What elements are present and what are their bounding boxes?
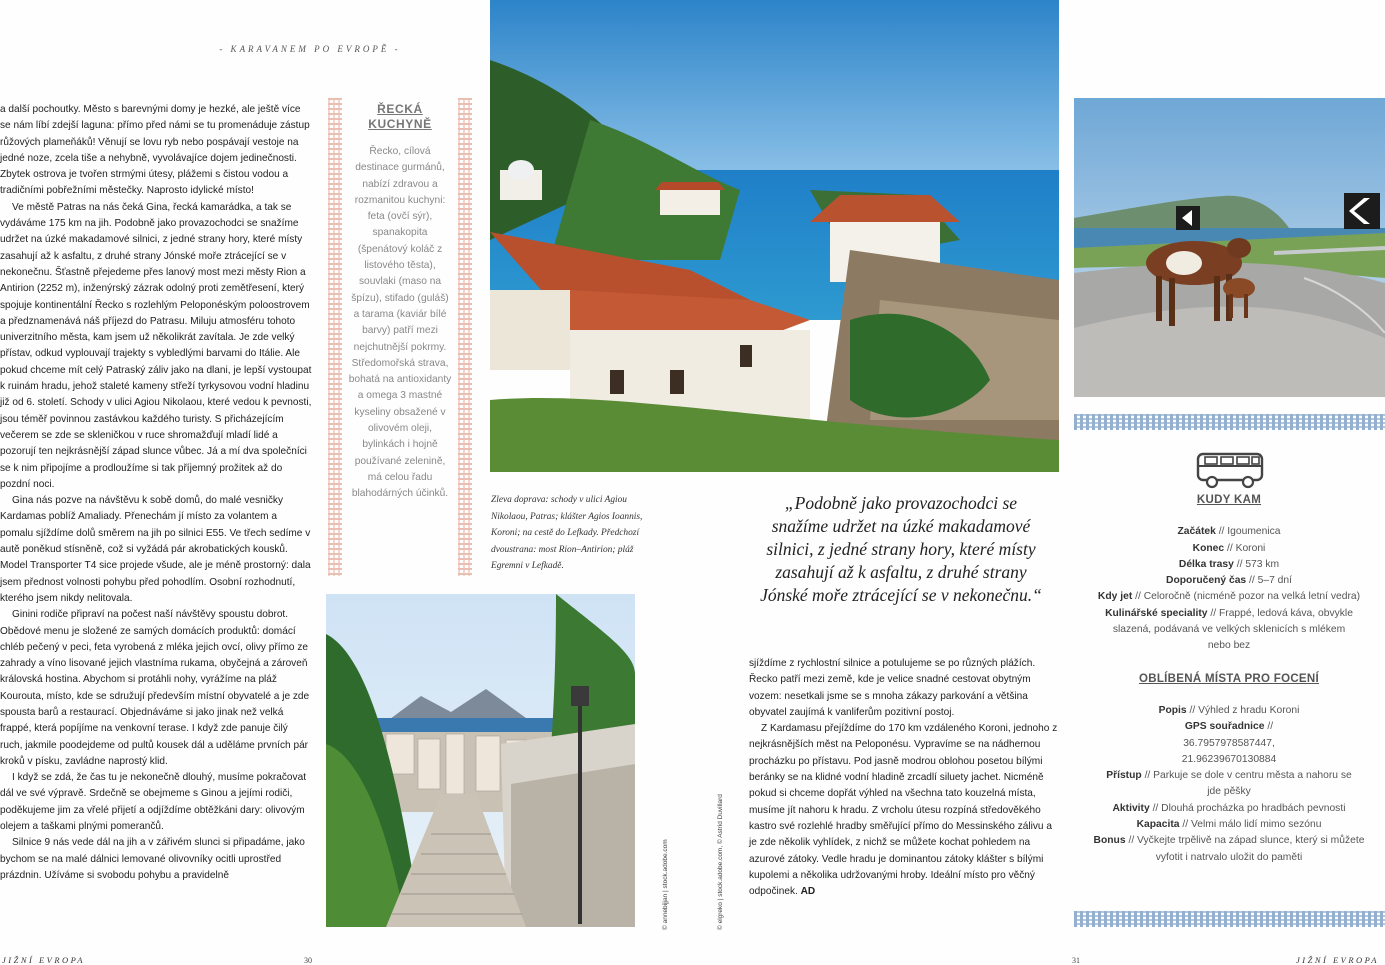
photo-spot-item: Popis // Výhled z hradu Koroni — [1158, 704, 1300, 716]
wave-ornament-top — [1074, 414, 1385, 430]
wave-ornament-bottom — [1074, 911, 1385, 927]
photo-spot-value: 36.7957978587447, 21.96239670130884 — [1181, 737, 1277, 765]
pull-quote: „Podobně jako provazochodci se snažíme udržet na úzké makadamové silnici, z jedné strany hory, které místy zasahují až k asfaltu, z druhé strany Jónské moře ztrácející se v nekonečnu.“ — [760, 493, 1042, 605]
route-info — [1080, 492, 1378, 866]
paragraph: Gina nás pozve na návštěvu k sobě domů, do malé vesničky Kardamas poblíž Amaliady. Přenechám jí místo za volantem a pomalu sjíždíme dolů směrem na jih po silnici E55. Ve třech sedíme v autě poněkud stísněně, což si vyžádá pár akrobatických kousků. Model Transporter T4 sice projede všude, ale je méně prostorný: dala jsem přednost volnosti pohybu před pohodlím. Osobní rozhodnutí, kterého jsem nikdy nelitovala. — [0, 495, 311, 604]
route-item-value: Igoumenica — [1227, 526, 1281, 538]
photo-spot-value: Vyčkejte trpělivě na západ slunce, který si můžete vyfotit i natrvalo uložit do paměti — [1137, 835, 1365, 863]
paragraph — [749, 721, 1061, 900]
van-icon — [1196, 450, 1264, 490]
route-item-value: Frappé, ledová káva, obvykle slazená, podávaná ve velkých sklenicích s mlékem nebo bez — [1112, 607, 1353, 652]
photo-monastery — [490, 0, 1059, 472]
photo-spot-label: Aktivity — [1112, 802, 1150, 814]
paragraph: I když se zdá, že čas tu je nekonečně dlouhý, musíme pokračovat dál ve své výpravě. Srdečně se obejmeme s Ginou a jejími rodiči, poděkujeme jim za vřelé přijetí a odjíždíme obtěžkáni dary: olivovým olejem a taškami plnými pomerančů. — [0, 772, 306, 833]
photo-spot-value: Parkuje se dole v centru města a nahoru se jde pěšky — [1153, 770, 1352, 798]
route-item: Začátek // Igoumenica — [1177, 526, 1281, 538]
sidebar-title-line1: ŘECKÁ — [377, 102, 423, 116]
photo-spot-label: Kapacita — [1136, 819, 1180, 831]
left-body-column — [0, 102, 312, 884]
sidebar-title-line2: KUCHYNĚ — [368, 117, 432, 131]
paragraph: Silnice 9 nás vede dál na jih a v zářivém slunci si připadáme, jako bychom se na malé dálnici lemované olivovníky ocitli uprostřed prázdnin. Užíváme si svobodu pohybu a pravidelně — [0, 837, 305, 881]
photo-spot-label: Přístup — [1106, 770, 1142, 782]
paragraph: sjíždíme z rychlostní silnice a potulujeme se po různých plážích. Řecko patří mezi země, kde je velice snadné cestovat obytným vozem: nesetkali jsme se s mnoha zákazy parkování a většina obyvatel zaujímá k vanliferům pozitivní postoj. — [749, 658, 1036, 718]
route-item: Délka trasy // 573 km — [1178, 558, 1280, 570]
route-item-value: Celoročně (nicméně pozor na velká letní vedra) — [1143, 591, 1361, 603]
photo-credit-right: © elgreko | stock.adobe.com, © Astrid Duvillard — [717, 794, 724, 930]
route-item-label: Kulinářské speciality — [1105, 607, 1208, 619]
route-title: KUDY KAM — [1196, 494, 1262, 506]
route-item-label: Kdy jet — [1097, 591, 1133, 603]
photo-spot-item: Aktivity // Dlouhá procházka po hradbách pevnosti — [1112, 802, 1346, 814]
photo-credit-left: © annebijjan | stock.adobe.com — [662, 839, 669, 930]
footer-left-title: JIŽNÍ EVROPA — [2, 955, 85, 965]
ornament-border-right — [458, 98, 472, 576]
author-signature: AD — [800, 886, 816, 898]
sidebar-title — [348, 102, 452, 132]
route-item: Kulinářské speciality // Frappé, ledová káva, obvykle slazená, podávaná ve velkých sklenicích s mlékem nebo bez — [1105, 607, 1353, 652]
route-item-value: Koroni — [1235, 542, 1266, 554]
photo-spot-label: Bonus — [1093, 835, 1126, 847]
photo-spot-item: Přístup // Parkuje se dole v centru města a nahoru se jde pěšky — [1106, 770, 1352, 798]
photo-spot-item: GPS souřadnice // 36.7957978587447, 21.96239670130884 — [1181, 721, 1277, 765]
route-item: Konec // Koroni — [1192, 542, 1266, 554]
page-number-right: 31 — [1072, 956, 1080, 965]
right-body-column — [749, 656, 1061, 900]
photo-spot-item: Bonus // Vyčkejte trpělivě na západ slunce, který si můžete vyfotit i natrvalo uložit do paměti — [1093, 835, 1365, 863]
route-item-label: Začátek — [1177, 526, 1216, 538]
photo-spot-value: Výhled z hradu Koroni — [1198, 704, 1300, 716]
route-item-value: 573 km — [1245, 558, 1280, 570]
route-item-label: Doporučený čas — [1166, 575, 1247, 587]
route-item-label: Konec — [1192, 542, 1225, 554]
route-item-label: Délka trasy — [1178, 558, 1234, 570]
paragraph: Ginini rodiče připraví na počest naší návštěvy spoustu dobrot. Obědové menu je složené ze samých domácích produktů: domácí chléb pečený v peci, feta vyrobená z mléka jejich ovcí, olivy přímo ze zahrady a víno lisované jejich vlastníma rukama, obyčejná a zároveň královská hostina. Abychom si protáhli nohy, vyrážíme na pláž Kourouta, místo, kde se sdružují především místní obyvatelé a je zde spousta barů a restaurací. Objednáváme si jako jinak než velká frappé, která popíjíme na venkovní terase. I když zde panuje čilý ruch, jakmile poodejdeme od pultů kousek dál a uděláme prvních pár kroků v písku, zavládne naprostý klid. — [0, 609, 310, 767]
photo-spot-item: Kapacita // Velmi málo lidí mimo sezónu — [1136, 819, 1322, 831]
page-number-left: 30 — [304, 956, 312, 965]
photo-caption: Zleva doprava: schody v ulici Agiou Nikolaou, Patras; klášter Agios Ioannis, Koroni; na cestě do Lefkady. Předchozí dvoustrana: most Rion–Antirion; pláž Egremni v Lefkadě. — [491, 495, 643, 571]
route-item: Kdy jet // Celoročně (nicméně pozor na velká letní vedra) — [1097, 591, 1361, 603]
sidebar-text: Řecko, cílová destinace gurmánů, nabízí zdravou a rozmanitou kuchyni: feta (ovčí sýr), spanakopita (špenátový koláč z listového těsta), souvlaki (maso na špízu), stifado (guláš) a tarama (kaviár bílé barvy) patří mezi nejchutnější pokrmy. Středomořská strava, bohatá na antioxidanty a omega 3 mastné kyseliny obsažené v olivovém oleji, bylinkách i hojně používané zelenině, má celou řadu blahodárných účinků. — [348, 146, 452, 500]
photo-patras-stairs — [326, 594, 635, 927]
photo-spot-label: GPS souřadnice — [1184, 721, 1265, 733]
route-item: Doporučený čas // 5–7 dní — [1166, 575, 1292, 587]
route-item-value: 5–7 dní — [1257, 575, 1292, 587]
footer-right-title: JIŽNÍ EVROPA — [1296, 955, 1379, 965]
ornament-border-left — [328, 98, 342, 576]
paragraph: a další pochoutky. Město s barevnými domy je hezké, ale ještě více se nám líbí zdejší laguna: přímo před námi se tu promenáduje zástup růžových plameňáků! Věnují se lovu ryb nebo pospávají vestoje na jedné noze, zcela tiše a nehybně, vyvolávajíce dojem jedinečnosti. Zbytek ostrova je tvořen strmými útesy, plážemi s čistou vodou a tradičními pobřežními městečky. Naprosto idylické místo! — [0, 104, 310, 197]
running-title: - KARAVANEM PO EVROPĚ - — [219, 44, 401, 54]
photo-spots-title: OBLÍBENÁ MÍSTA PRO FOCENÍ — [1139, 672, 1319, 685]
photo-spot-value: Dlouhá procházka po hradbách pevnosti — [1161, 802, 1346, 814]
paragraph-text: Z Kardamasu přejíždíme do 170 km vzdáleného Koroni, jednoho z nejkrásnějších měst na Peloponésu. Vypravíme se na nádhernou procházku po přístavu. Pod jasně modrou oblohou posetou bílými beránky se na klidné vodní hladině zrcadlí siluety jachet. Nicméně pokud si chceme dopřát výhled na všechna tato kouzelná místa, musíme jít nahoru k hradu. Z vrcholu útesu rozpíná středověkého kastro své rozlehlé hradby směřující přímo do Messinského zálivu a je zde několik vyhlídek, z nichž se můžete kochat pohledem na azurové zátoky. Vedle hradu je dominantou zátoky klášter s bílými kupolemi a několika udržovanými hroby. Ideální místo pro věčný odpočinek. — [749, 723, 1058, 898]
photo-spot-label: Popis — [1158, 704, 1187, 716]
paragraph: Ve městě Patras na nás čeká Gina, řecká kamarádka, a tak se vydáváme 175 km na jih. Podobně jako provazochodci se snažíme udržet na úzké makadamové silnici, z jedné strany hory, které místy zasahují až k asfaltu, z druhé strany Jónské moře ztrácející se v nekonečnu. Šťastně přejedeme přes lanový most mezi městy Rion a Antirion (2252 m), inženýrský zázrak odolný proti zemětřesení, který spojuje kontinentální Řecko s rozlehlým Peloponéským poloostrovem a předznamenává náš příjezd do Patrasu. Miluju atmosféru tohoto univerzitního města, kam jsem už několikrát zavítala. Je zde velký přístav, odkud vyplouvají trajekty s vybledlými barvami do Itálie. Ale pokud chceme mít celý Patraský záliv jako na dlani, je lepší vystoupat k ruinám hradu, jehož staleté kameny střeží tyrkysovou vodní hladinu již od 6. století. Schody v ulici Agiou Nikolaou, které vedou k pevnosti, jsou téměř povinnou zastávkou každého turisty. S přicházejícím večerem se zde se skleničkou v ruce shromažďují mladí lidé a pozorují ten nejkrásnější západ slunce vůbec. Já a mí dva společníci se k nim připojíme a prodloužíme si tak příjemný prožitek až do pozdní noci. — [0, 201, 312, 490]
photo-cows-road — [1074, 98, 1385, 397]
photo-spot-value: Velmi málo lidí mimo sezónu — [1190, 819, 1322, 831]
cuisine-sidebar — [348, 102, 452, 503]
